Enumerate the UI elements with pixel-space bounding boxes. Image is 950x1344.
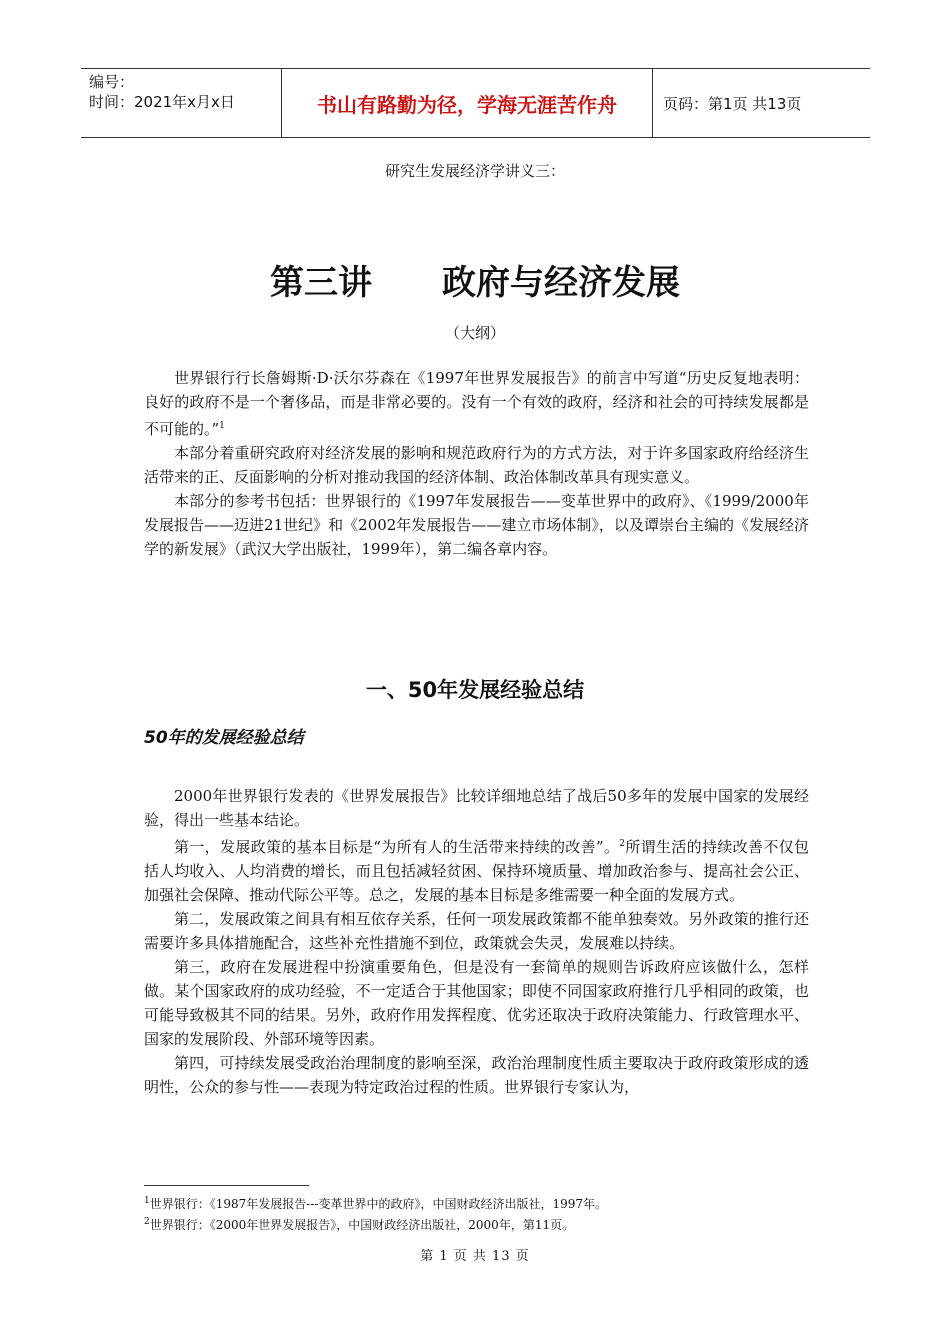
footnote-ref-2[interactable]: 2	[619, 839, 626, 849]
header-motto: 书山有路勤为径，学海无涯苦作舟	[281, 69, 653, 137]
intro-paragraph-1: 世界银行行长詹姆斯·D·沃尔芬森在《1997年世界发展报告》的前言中写道“历史反复地表明：良好的政府不是一个奢侈品，而是非常必要的。没有一个有效的政府，经济和社会的可持续发展都是不可能的。”$^1$	[144, 369, 809, 438]
date-line: 时间：2021年x月x日	[89, 93, 235, 111]
page-title	[0, 255, 950, 304]
footnote-1: $^1$世界银行：《1987年发展报告---变革世界中的政府》，中国财政经济出版社，1997年。	[144, 1196, 607, 1211]
title-part-1: 第三讲	[270, 263, 372, 303]
title-part-2: 政府与经济发展	[442, 263, 680, 303]
section-paragraph-1: 2000年世界银行发表的《世界发展报告》比较详细地总结了战后50多年的发展中国家的发展经验，得出一些基本结论。	[144, 787, 809, 829]
section-paragraph-5: 第四，可持续发展受政治治理制度的影响至深，政治治理制度性质主要取决于政府政策形成的透明性，公众的参与性——表现为特定政治过程的性质。世界银行专家认为，	[144, 1054, 809, 1096]
section-paragraph-3: 第二，发展政策之间具有相互依存关系，任何一项发展政策都不能单独奏效。另外政策的推行还需要许多具体措施配合，这些补充性措施不到位，政策就会失灵，发展难以持续。	[144, 910, 809, 952]
header-meta	[81, 69, 281, 137]
subsection-heading: 50年的发展经验总结	[144, 728, 304, 748]
page-header	[81, 68, 870, 138]
section-body	[144, 784, 809, 1099]
header-page-info: 页码：第1页 共13页	[663, 94, 802, 113]
footnote-divider	[144, 1185, 309, 1186]
footnotes	[144, 1192, 844, 1234]
intro-paragraph-2: 本部分着重研究政府对经济发展的影响和规范政府行为的方式方法，对于许多国家政府给经济生活带来的正、反面影响的分析对推动我国的经济体制、政治体制改革具有现实意义。	[144, 444, 809, 486]
lecture-subtitle: 研究生发展经济学讲义三：	[384, 162, 565, 180]
section-heading: 一、50年发展经验总结	[365, 678, 585, 702]
footnote-ref-1[interactable]: 1	[219, 421, 225, 431]
outline-label: （大纲）	[444, 324, 505, 342]
section-paragraph-4: 第三，政府在发展进程中扮演重要角色，但是没有一套简单的规则告诉政府应该做什么，怎样做。某个国家政府的成功经验，不一定适合于其他国家；即使不同国家政府推行几乎相同的政策，也可能导致极其不同的结果。另外，政府作用发挥程度、优劣还取决于政府决策能力、行政管理水平、国家的发展阶段、外部环境等因素。	[144, 958, 809, 1048]
serial-number: 编号：	[89, 73, 135, 91]
intro-body	[144, 366, 809, 561]
intro-paragraph-3: 本部分的参考书包括：世界银行的《1997年发展报告——变革世界中的政府》、《1999/2000年发展报告——迈进21世纪》和《2002年发展报告——建立市场体制》，以及谭崇台主编的《发展经济学的新发展》（武汉大学出版社，1999年），第二编各章内容。	[144, 492, 809, 558]
page-footer: 第 1 页 共 13 页	[420, 1249, 530, 1264]
footnote-2: $^2$世界银行：《2000年世界发展报告》，中国财政经济出版社，2000年，第11页。	[144, 1217, 575, 1232]
section-paragraph-2: 第一，发展政策的基本目标是“为所有人的生活带来持续的改善”。$^2$所谓生活的持续改善不仅包括人均收入、人均消费的增长，而且包括减轻贫困、保持环境质量、增加政治参与、提高社会公正、加强社会保障、推动代际公平等。总之，发展的基本目标是多维需要一种全面的发展方式。	[144, 838, 809, 904]
